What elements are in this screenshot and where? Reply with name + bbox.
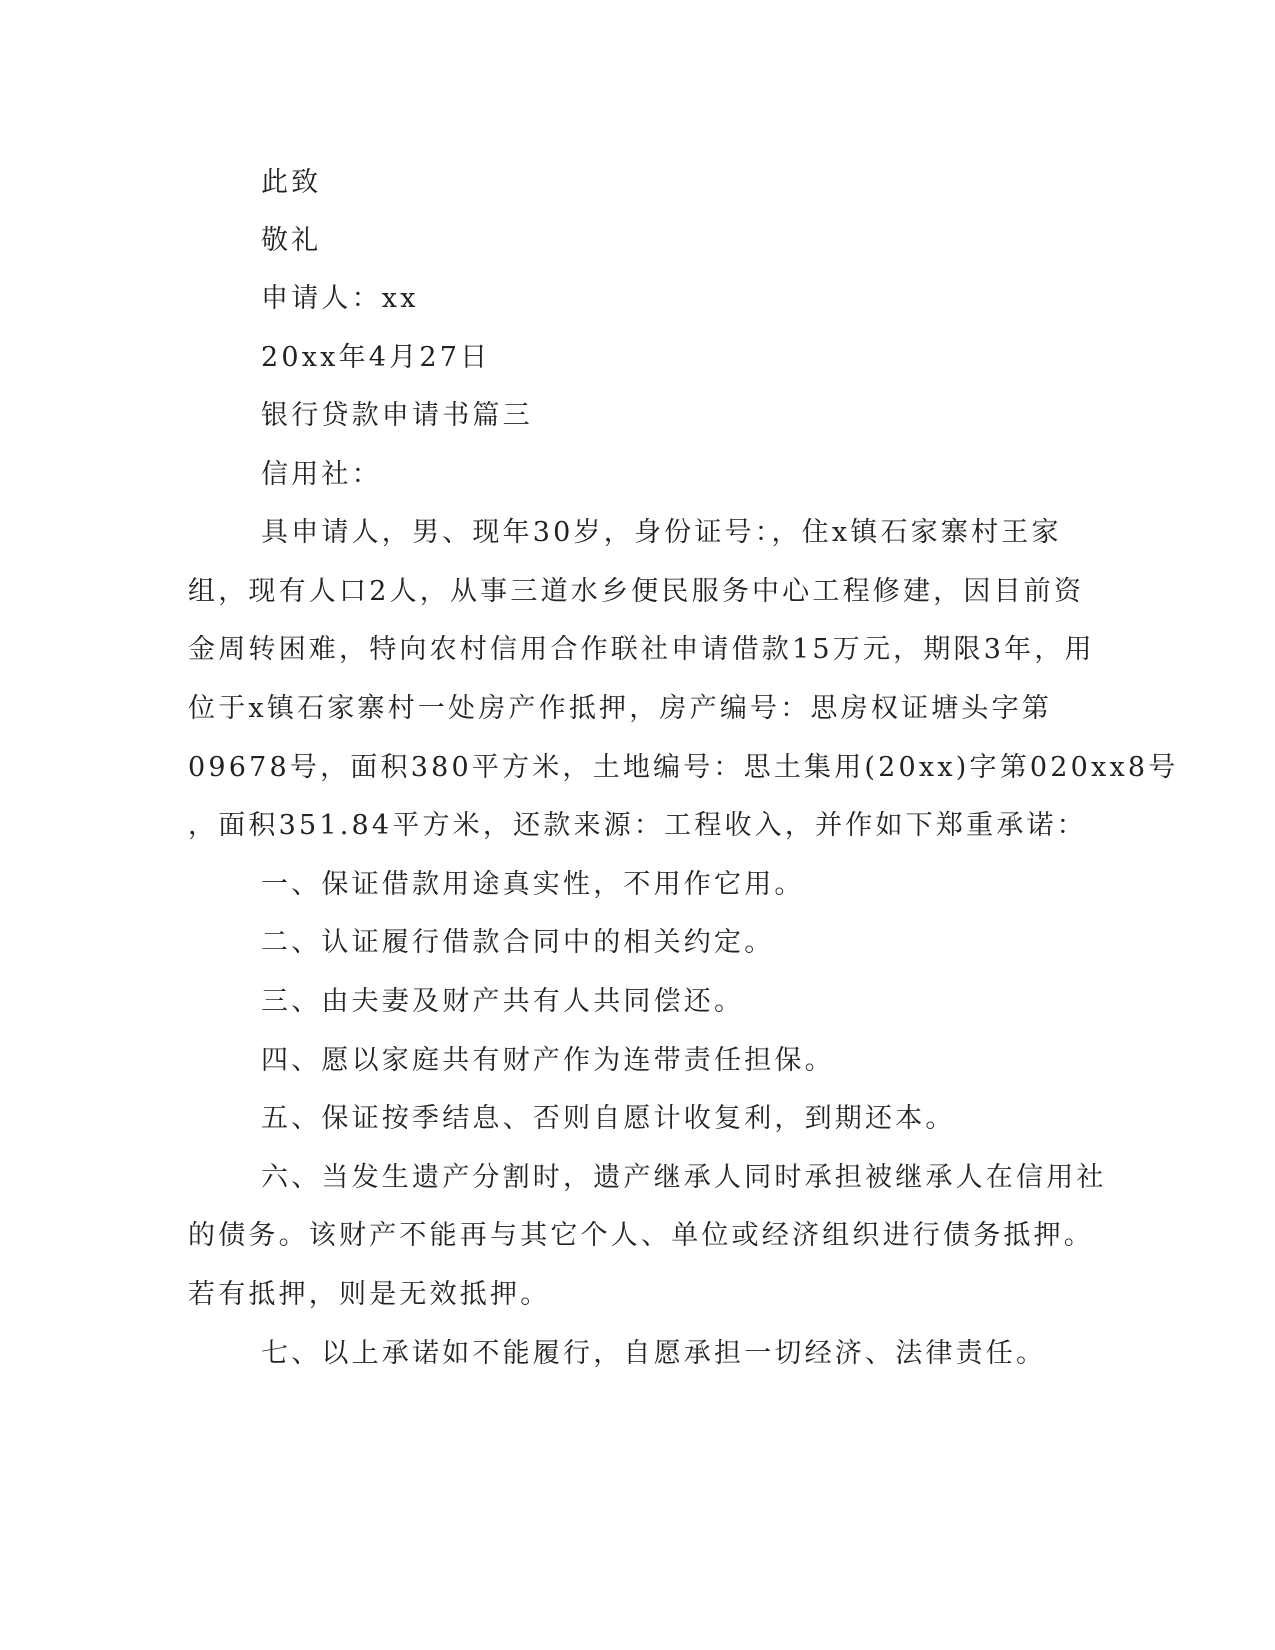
commitment-item: 四、愿以家庭共有财产作为连带责任担保。 — [261, 1045, 835, 1076]
commitment-six-line: 六、当发生遗产分割时，遗产继承人同时承担被继承人在信用社 — [261, 1162, 1107, 1193]
body-line: ，面积351.84平方米，还款来源：工程收入，并作如下郑重承诺： — [188, 810, 1087, 841]
commitment-item: 一、保证借款用途真实性，不用作它用。 — [261, 869, 805, 900]
date-line: 20xx年4月27日 — [261, 342, 491, 373]
closing-line-1: 此致 — [261, 167, 322, 198]
body-line: 具申请人，男、现年30岁，身份证号：，住x镇石家寨村王家 — [261, 517, 1062, 548]
commitment-item: 三、由夫妻及财产共有人共同偿还。 — [261, 986, 745, 1017]
commitment-six-line: 的债务。该财产不能再与其它个人、单位或经济组织进行债务抵押。 — [188, 1220, 1094, 1251]
closing-line-2: 敬礼 — [261, 225, 322, 256]
body-line: 组，现有人口2人，从事三道水乡便民服务中心工程修建，因目前资 — [188, 576, 1085, 607]
commitment-item: 二、认证履行借款合同中的相关约定。 — [261, 927, 775, 958]
commitment-seven: 七、以上承诺如不能履行，自愿承担一切经济、法律责任。 — [261, 1338, 1047, 1369]
commitment-item: 五、保证按季结息、否则自愿计收复利，到期还本。 — [261, 1103, 956, 1134]
body-line: 金周转困难，特向农村信用合作联社申请借款15万元，期限3年，用 — [188, 634, 1095, 665]
addressee-line: 信用社： — [261, 459, 382, 490]
body-line: 09678号，面积380平方米，土地编号：思土集用(20xx)字第020xx8号 — [188, 752, 1179, 783]
section-title: 银行贷款申请书篇三 — [261, 400, 533, 431]
applicant-line: 申请人：xx — [261, 283, 419, 314]
commitment-six-line: 若有抵押，则是无效抵押。 — [188, 1279, 551, 1310]
body-line: 位于x镇石家寨村一处房产作抵押，房产编号：思房权证塘头字第 — [188, 693, 1053, 724]
